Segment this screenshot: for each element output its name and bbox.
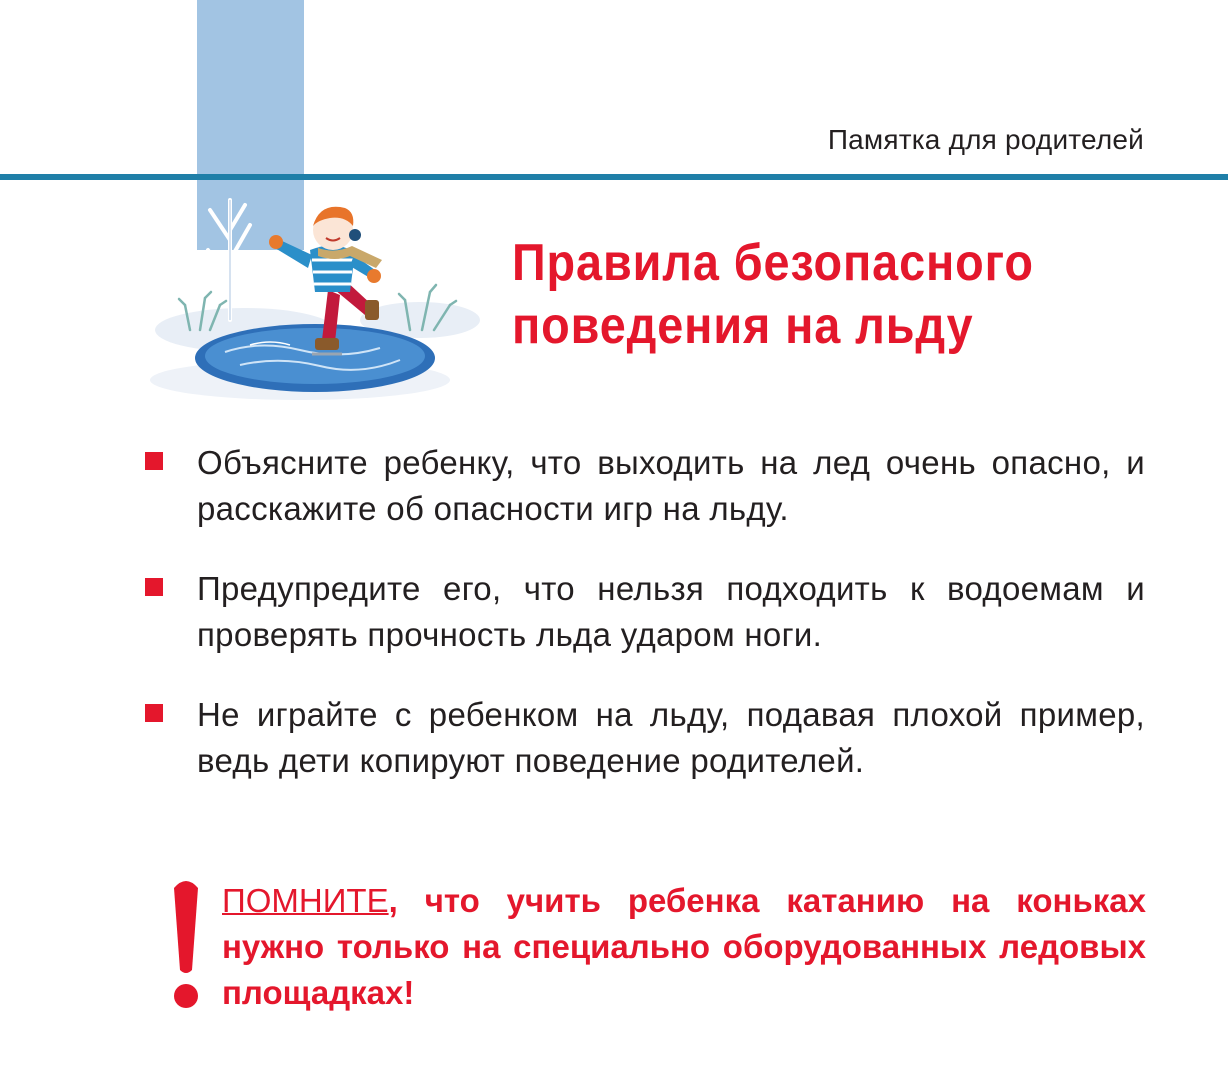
bullet-square-icon: [145, 704, 163, 722]
title-line-1: Правила безопасного: [512, 234, 1034, 292]
list-item: [145, 440, 1145, 532]
rule-text: Не играйте с ребенком на льду, подавая плохой пример, ведь дети копируют поведение родителей.: [197, 696, 1145, 779]
rule-text: Предупредите его, что нельзя подходить к водоемам и проверять прочность льда ударом ноги.: [197, 570, 1145, 653]
rule-text: Объясните ребенку, что выходить на лед очень опасно, и расскажите об опасности игр на льду.: [197, 444, 1145, 527]
warning-highlight: ПОМНИТЕ: [222, 882, 389, 919]
title-line-2: поведения на льду: [512, 297, 974, 355]
exclamation-icon: [168, 878, 204, 1013]
warning-message: [222, 878, 1146, 1016]
bullet-square-icon: [145, 452, 163, 470]
warning-body: , что учить ребенка катанию на коньках нужно только на специально оборудованных ледовых площадках!: [222, 882, 1146, 1011]
page-title: [512, 232, 1088, 358]
rules-list: [145, 440, 1145, 818]
list-item: [145, 692, 1145, 784]
bullet-square-icon: [145, 578, 163, 596]
list-item: [145, 566, 1145, 658]
header-label: Памятка для родителей: [827, 124, 1144, 155]
child-skating-on-ice-illustration: [150, 180, 480, 405]
